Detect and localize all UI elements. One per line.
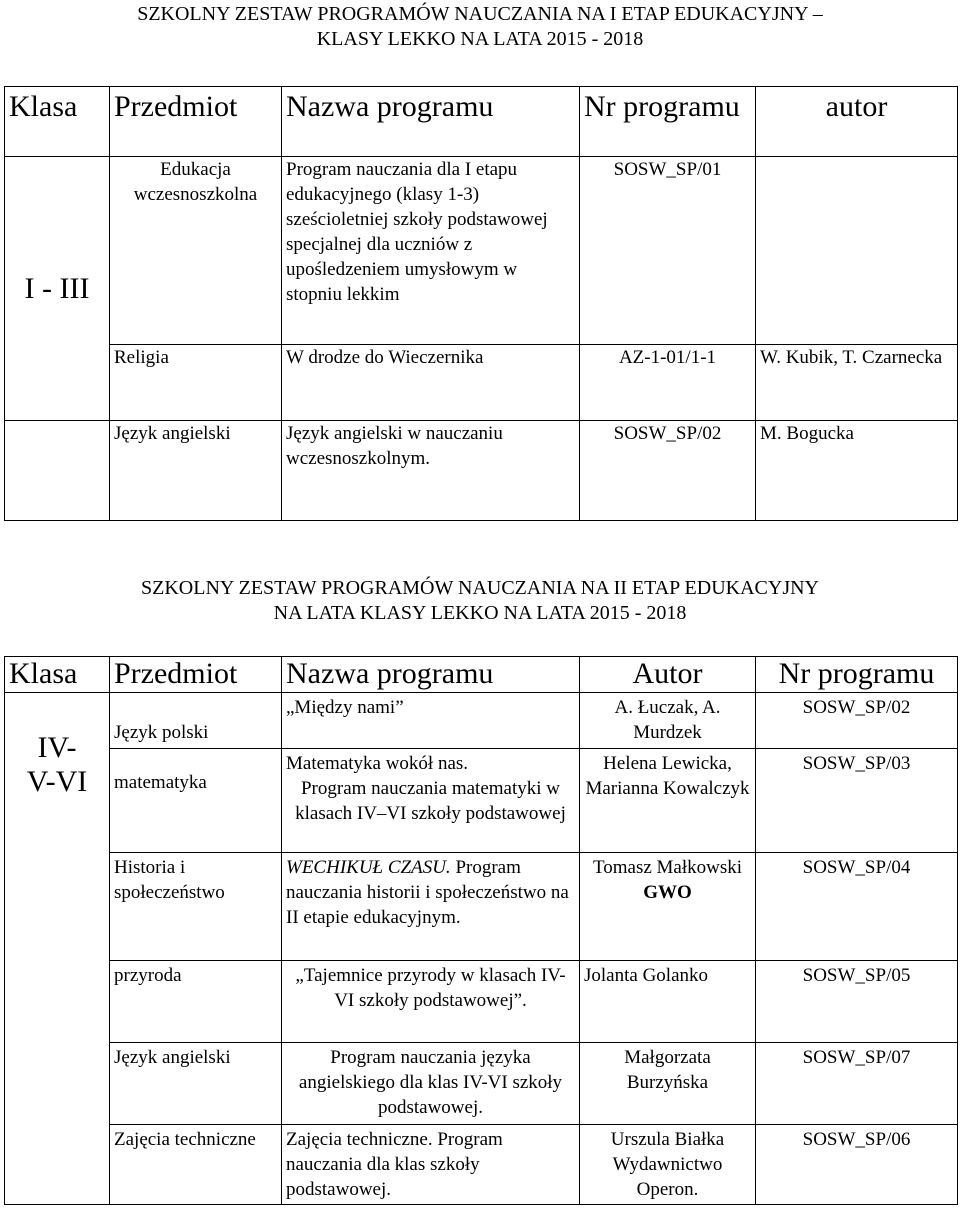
header-nazwa-programu: Nazwa programu bbox=[282, 657, 580, 693]
autor-name: Tomasz Małkowski bbox=[592, 857, 743, 878]
autor-cell: Urszula Białka Wydawnictwo Operon. bbox=[580, 1125, 756, 1205]
autor-cell: A. Łuczak, A. Murdzek bbox=[580, 693, 756, 749]
przedmiot-cell: Język angielski bbox=[110, 1043, 282, 1125]
nazwa-cell: Program nauczania języka angielskiego dla klas IV-VI szkoły podstawowej. bbox=[282, 1043, 580, 1125]
table-row bbox=[5, 749, 958, 853]
nr-cell: AZ-1-01/1-1 bbox=[580, 345, 756, 421]
header-nazwa-programu: Nazwa programu bbox=[282, 87, 580, 157]
nr-cell: SOSW_SP/04 bbox=[756, 853, 958, 961]
section2-title bbox=[0, 576, 960, 626]
autor-cell: Helena Lewicka, Marianna Kowalczyk bbox=[580, 749, 756, 853]
table-row bbox=[5, 1125, 958, 1205]
nazwa-cell bbox=[282, 853, 580, 961]
nr-cell: SOSW_SP/02 bbox=[580, 421, 756, 521]
nazwa-cell bbox=[282, 749, 580, 853]
autor-cell: M. Bogucka bbox=[756, 421, 958, 521]
header-klasa: Klasa bbox=[5, 657, 110, 693]
table-row bbox=[5, 693, 958, 749]
autor-cell: Jolanta Golanko bbox=[580, 961, 756, 1043]
section1-table bbox=[4, 86, 958, 521]
nr-cell: SOSW_SP/05 bbox=[756, 961, 958, 1043]
nazwa-rest: Program nauczania historii i społeczeństwo na II etapie edukacyjnym. bbox=[286, 857, 569, 928]
table-row bbox=[5, 421, 958, 521]
nr-cell: SOSW_SP/07 bbox=[756, 1043, 958, 1125]
nazwa-line2: Program nauczania matematyki w klasach IV–VI szkoły podstawowej bbox=[295, 778, 566, 824]
autor-cell: W. Kubik, T. Czarnecka bbox=[756, 345, 958, 421]
nazwa-italic: WECHIKUŁ CZASU. bbox=[286, 857, 451, 878]
section1-header-row bbox=[5, 87, 958, 157]
table-row bbox=[5, 961, 958, 1043]
nazwa-line1: Matematyka wokół nas. bbox=[286, 753, 469, 774]
header-autor: autor bbox=[756, 87, 958, 157]
header-autor: Autor bbox=[580, 657, 756, 693]
section2-title-line1: SZKOLNY ZESTAW PROGRAMÓW NAUCZANIA NA II ETAP EDUKACYJNY bbox=[141, 577, 819, 599]
nazwa-cell: „Między nami” bbox=[282, 693, 580, 749]
nr-cell: SOSW_SP/02 bbox=[756, 693, 958, 749]
przedmiot-cell: matematyka bbox=[110, 749, 282, 853]
autor-cell: Małgorzata Burzyńska bbox=[580, 1043, 756, 1125]
header-przedmiot: Przedmiot bbox=[110, 657, 282, 693]
przedmiot-cell: Religia bbox=[110, 345, 282, 421]
przedmiot-cell: Zajęcia techniczne bbox=[110, 1125, 282, 1205]
header-przedmiot: Przedmiot bbox=[110, 87, 282, 157]
autor-cell bbox=[580, 853, 756, 961]
header-nr-programu: Nr programu bbox=[580, 87, 756, 157]
nazwa-cell: Program nauczania dla I etapu edukacyjnego (klasy 1-3) sześcioletniej szkoły podstawowej specjalnej dla uczniów z upośledzeniem umysłowym w stopniu lekkim bbox=[282, 157, 580, 345]
przedmiot-cell: Edukacja wczesnoszkolna bbox=[110, 157, 282, 345]
header-klasa: Klasa bbox=[5, 87, 110, 157]
section1-title-line2: KLASY LEKKO NA LATA 2015 - 2018 bbox=[316, 28, 644, 50]
nazwa-cell: „Tajemnice przyrody w klasach IV-VI szkoły podstawowej”. bbox=[282, 961, 580, 1043]
section2-header-row bbox=[5, 657, 958, 693]
przedmiot-cell: przyroda bbox=[110, 961, 282, 1043]
nazwa-cell: Zajęcia techniczne. Program nauczania dla klas szkoły podstawowej. bbox=[282, 1125, 580, 1205]
nazwa-cell: Język angielski w nauczaniu wczesnoszkolnym. bbox=[282, 421, 580, 521]
section2-title-line2: NA LATA KLASY LEKKO NA LATA 2015 - 2018 bbox=[273, 602, 687, 624]
klasa-line1: IV- bbox=[37, 731, 77, 764]
table-row bbox=[5, 345, 958, 421]
header-nr-programu: Nr programu bbox=[756, 657, 958, 693]
nazwa-cell: W drodze do Wieczernika bbox=[282, 345, 580, 421]
przedmiot-cell: Język angielski bbox=[110, 421, 282, 521]
klasa-cell bbox=[5, 693, 110, 1205]
autor-publisher: GWO bbox=[643, 882, 692, 903]
klasa-cell-empty bbox=[5, 421, 110, 521]
autor-cell bbox=[756, 157, 958, 345]
table-row bbox=[5, 1043, 958, 1125]
klasa-cell: I - III bbox=[5, 157, 110, 421]
przedmiot-cell: Język polski bbox=[110, 693, 282, 749]
klasa-line2: V-VI bbox=[26, 765, 88, 798]
section1-title-line1: SZKOLNY ZESTAW PROGRAMÓW NAUCZANIA NA I ETAP EDUKACYJNY – bbox=[137, 3, 823, 25]
section1-title bbox=[0, 2, 960, 52]
przedmiot-cell: Historia i społeczeństwo bbox=[110, 853, 282, 961]
table-row bbox=[5, 157, 958, 345]
nr-cell: SOSW_SP/01 bbox=[580, 157, 756, 345]
table-row bbox=[5, 853, 958, 961]
nr-cell: SOSW_SP/03 bbox=[756, 749, 958, 853]
nr-cell: SOSW_SP/06 bbox=[756, 1125, 958, 1205]
section2-table bbox=[4, 656, 958, 1205]
